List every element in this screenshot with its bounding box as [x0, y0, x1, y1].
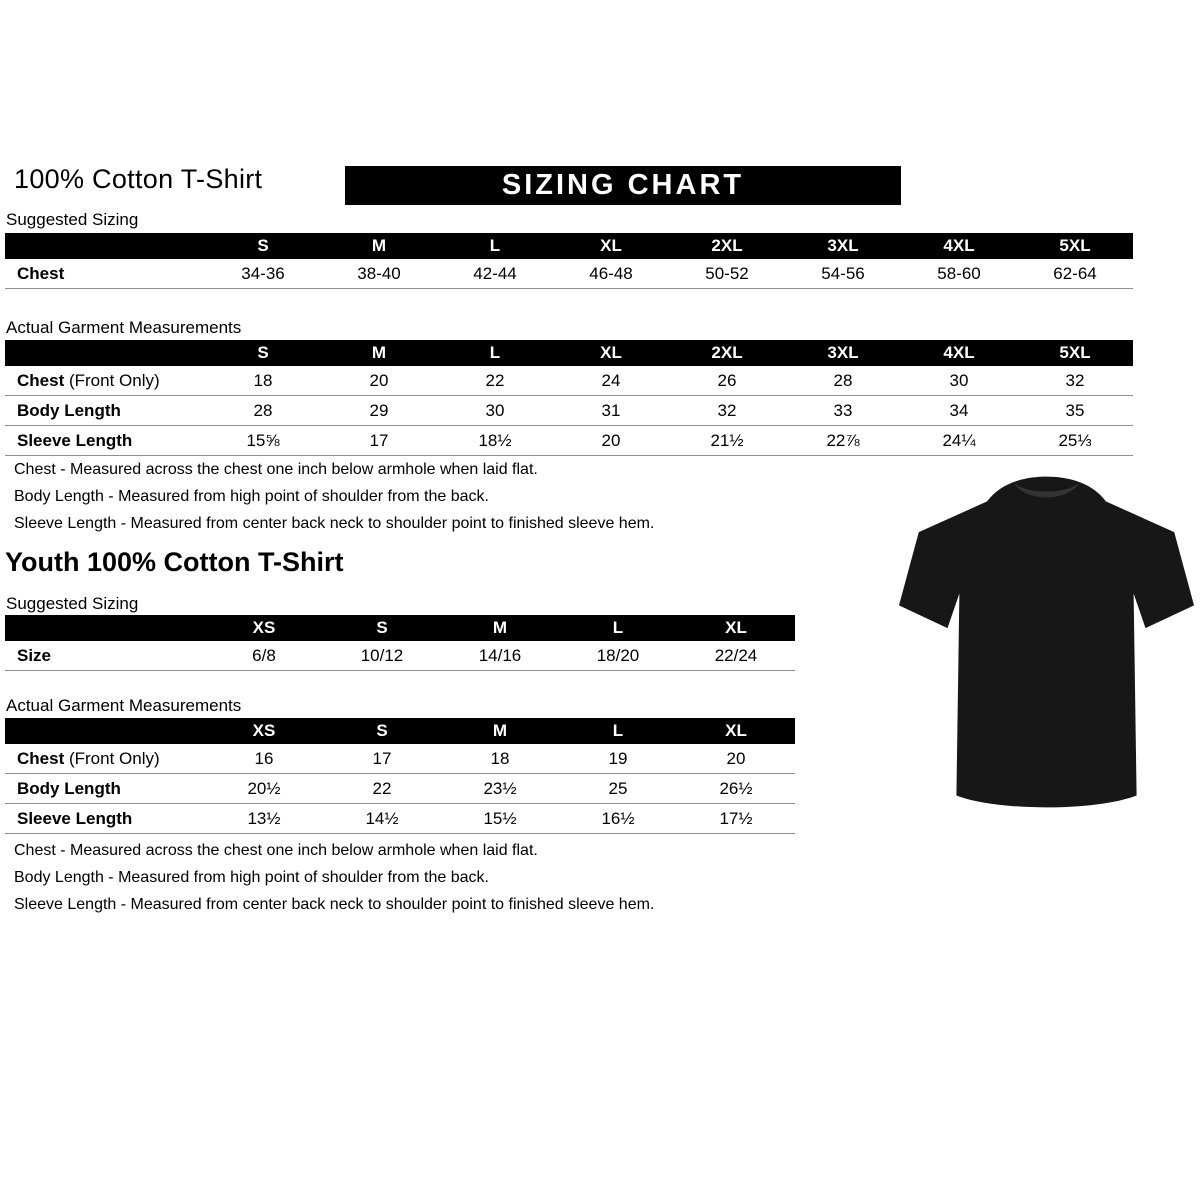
row-label	[5, 426, 205, 456]
row-label-text: Sleeve Length	[17, 430, 133, 450]
note-sleeve-length: Sleeve Length - Measured from center back neck to shoulder point to finished sleeve hem.	[14, 896, 655, 913]
table-cell: 32	[1017, 366, 1133, 396]
table-cell: 19	[559, 744, 677, 774]
header-spacer	[5, 718, 205, 744]
size-header: M	[441, 615, 559, 641]
table-cell: 10/12	[323, 641, 441, 671]
row-label-suffix: (Front Only)	[64, 370, 160, 390]
table-cell: 6/8	[205, 641, 323, 671]
table-cell: 33	[785, 396, 901, 426]
table-cell: 31	[553, 396, 669, 426]
table-cell: 24¼	[901, 426, 1017, 456]
table-cell: 50-52	[669, 259, 785, 289]
row-label-text: Size	[17, 645, 52, 665]
row-label	[5, 744, 205, 774]
table-row	[5, 259, 1133, 289]
size-header: S	[323, 615, 441, 641]
table-cell: 18/20	[559, 641, 677, 671]
row-label-suffix: (Front Only)	[64, 748, 160, 768]
size-header: M	[321, 233, 437, 259]
row-label-text: Body Length	[17, 778, 121, 798]
size-header: S	[205, 340, 321, 366]
table-cell: 22⅞	[785, 426, 901, 456]
size-header: XL	[553, 233, 669, 259]
row-label-text: Chest	[17, 748, 65, 768]
table-cell: 17½	[677, 804, 795, 834]
size-header: L	[437, 340, 553, 366]
adult-measurement-notes	[14, 461, 774, 542]
table-row	[5, 774, 795, 804]
table-cell: 17	[321, 426, 437, 456]
row-label	[5, 774, 205, 804]
adult-suggested-sizing-label: Suggested Sizing	[6, 210, 139, 229]
row-label-text: Chest	[17, 263, 65, 283]
size-header: XL	[553, 340, 669, 366]
youth-section-title: Youth 100% Cotton T-Shirt	[5, 547, 344, 577]
table-cell: 22/24	[677, 641, 795, 671]
table-cell: 46-48	[553, 259, 669, 289]
table-cell: 26½	[677, 774, 795, 804]
table-cell: 28	[785, 366, 901, 396]
note-body-length: Body Length - Measured from high point of shoulder from the back.	[14, 869, 489, 886]
table-cell: 23½	[441, 774, 559, 804]
note-body-length: Body Length - Measured from high point of shoulder from the back.	[14, 488, 489, 505]
adult-section-title: 100% Cotton T-Shirt	[14, 164, 263, 194]
tshirt-graphic	[898, 468, 1195, 816]
note-chest: Chest - Measured across the chest one inch below armhole when laid flat.	[14, 461, 538, 478]
header-spacer	[5, 615, 205, 641]
table-row	[5, 744, 795, 774]
tshirt-product-image	[898, 468, 1195, 816]
table-cell: 62-64	[1017, 259, 1133, 289]
table-cell: 32	[669, 396, 785, 426]
tshirt-body-shape	[899, 477, 1194, 808]
table-cell: 14/16	[441, 641, 559, 671]
table-header-row	[5, 615, 795, 641]
table-cell: 20	[677, 744, 795, 774]
row-label	[5, 259, 205, 289]
table-cell: 20	[553, 426, 669, 456]
row-label-text: Sleeve Length	[17, 808, 133, 828]
size-header: 3XL	[785, 340, 901, 366]
table-cell: 16½	[559, 804, 677, 834]
table-cell: 29	[321, 396, 437, 426]
size-header: S	[323, 718, 441, 744]
table-cell: 28	[205, 396, 321, 426]
table-row	[5, 804, 795, 834]
note-chest: Chest - Measured across the chest one inch below armhole when laid flat.	[14, 842, 538, 859]
size-header: 4XL	[901, 233, 1017, 259]
table-cell: 58-60	[901, 259, 1017, 289]
size-header: 2XL	[669, 340, 785, 366]
table-cell: 24	[553, 366, 669, 396]
adult-actual-measurements-label: Actual Garment Measurements	[6, 318, 242, 337]
table-cell: 30	[901, 366, 1017, 396]
table-header-row	[5, 340, 1133, 366]
size-header: L	[437, 233, 553, 259]
sizing-chart-banner: SIZING CHART	[345, 166, 901, 205]
youth-actual-measurements-table	[5, 718, 795, 834]
table-cell: 17	[323, 744, 441, 774]
table-cell: 18	[205, 366, 321, 396]
table-cell: 54-56	[785, 259, 901, 289]
table-cell: 16	[205, 744, 323, 774]
size-header: L	[559, 615, 677, 641]
row-label	[5, 396, 205, 426]
youth-measurement-notes	[14, 842, 794, 923]
table-cell: 21½	[669, 426, 785, 456]
size-header: S	[205, 233, 321, 259]
table-cell: 22	[437, 366, 553, 396]
size-header: XL	[677, 718, 795, 744]
size-header: M	[441, 718, 559, 744]
table-cell: 25⅓	[1017, 426, 1133, 456]
table-cell: 35	[1017, 396, 1133, 426]
size-header: 2XL	[669, 233, 785, 259]
table-cell: 30	[437, 396, 553, 426]
table-cell: 42-44	[437, 259, 553, 289]
adult-actual-measurements-table	[5, 340, 1133, 456]
youth-suggested-sizing-table	[5, 615, 795, 671]
table-header-row	[5, 718, 795, 744]
youth-suggested-sizing-label: Suggested Sizing	[6, 594, 139, 613]
row-label	[5, 641, 205, 671]
size-header: 3XL	[785, 233, 901, 259]
size-header: M	[321, 340, 437, 366]
table-cell: 15⅝	[205, 426, 321, 456]
table-cell: 15½	[441, 804, 559, 834]
table-row	[5, 426, 1133, 456]
table-cell: 34-36	[205, 259, 321, 289]
table-cell: 20	[321, 366, 437, 396]
size-header: 5XL	[1017, 233, 1133, 259]
table-cell: 26	[669, 366, 785, 396]
table-cell: 25	[559, 774, 677, 804]
header-spacer	[5, 233, 205, 259]
size-header: XS	[205, 615, 323, 641]
size-header: L	[559, 718, 677, 744]
table-row	[5, 641, 795, 671]
table-cell: 22	[323, 774, 441, 804]
row-label-text: Chest	[17, 370, 65, 390]
table-cell: 18½	[437, 426, 553, 456]
table-header-row	[5, 233, 1133, 259]
table-row	[5, 396, 1133, 426]
table-cell: 18	[441, 744, 559, 774]
row-label-text: Body Length	[17, 400, 121, 420]
header-spacer	[5, 340, 205, 366]
note-sleeve-length: Sleeve Length - Measured from center back neck to shoulder point to finished sleeve hem.	[14, 515, 655, 532]
size-header: XS	[205, 718, 323, 744]
row-label	[5, 366, 205, 396]
table-row	[5, 366, 1133, 396]
table-cell: 20½	[205, 774, 323, 804]
table-cell: 14½	[323, 804, 441, 834]
size-header: 5XL	[1017, 340, 1133, 366]
table-cell: 38-40	[321, 259, 437, 289]
size-header: XL	[677, 615, 795, 641]
table-cell: 34	[901, 396, 1017, 426]
adult-suggested-sizing-table	[5, 233, 1133, 289]
size-header: 4XL	[901, 340, 1017, 366]
table-cell: 13½	[205, 804, 323, 834]
youth-actual-measurements-label: Actual Garment Measurements	[6, 696, 242, 715]
row-label	[5, 804, 205, 834]
